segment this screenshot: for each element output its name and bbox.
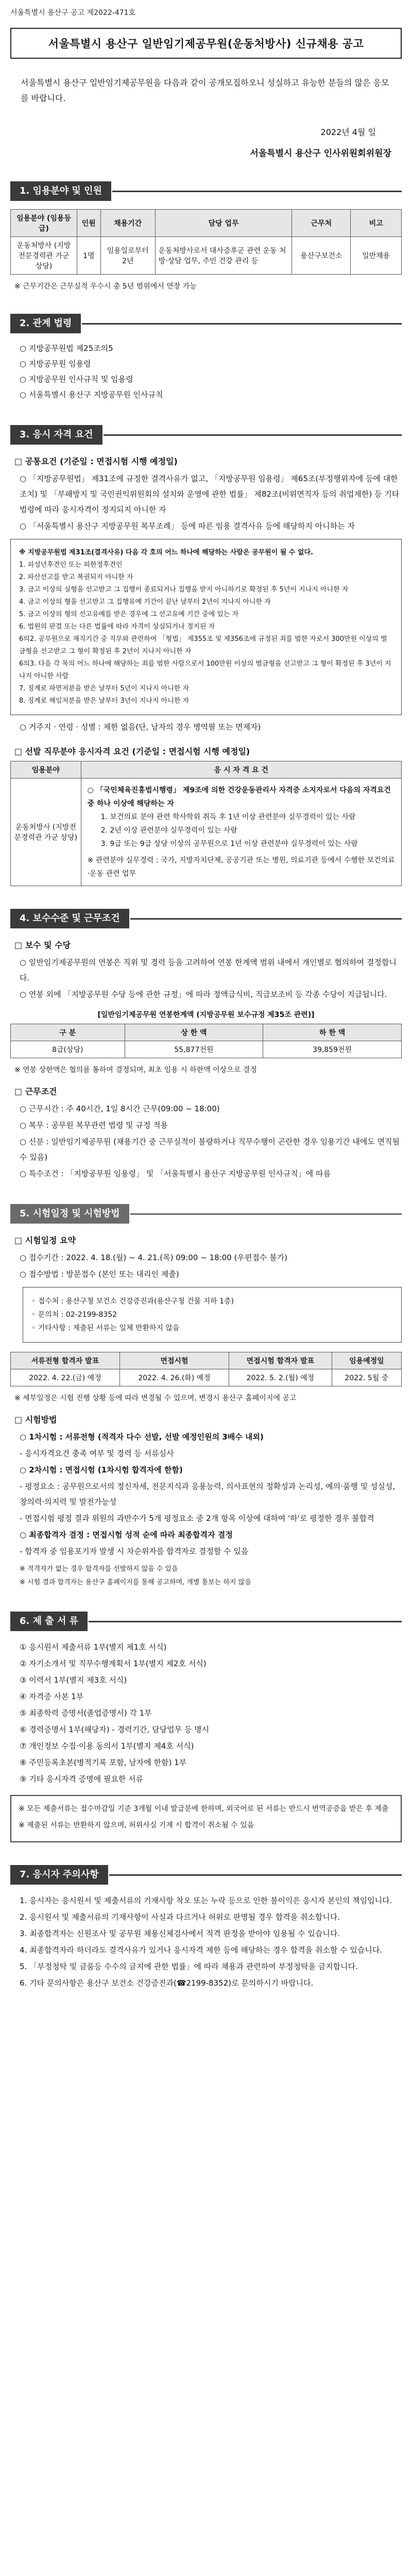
page-end [10, 1992, 402, 2002]
section-title: 1. 임용분야 및 인원 [10, 181, 111, 201]
table-header-row [11, 1352, 402, 1369]
paragraph: ○ 근무시간 : 주 40시간, 1일 8시간 근무(09:00 ~ 18:00) [20, 1104, 220, 1113]
list-item: ○ 지방공무원 임용령 [20, 359, 91, 368]
issuing-organization: 서울특별시 용산구 인사위원회위원장 [250, 148, 391, 159]
list-item: ○ 서울특별시 용산구 지방공무원 인사규칙 [20, 390, 163, 399]
header-cell: 근무처 [292, 210, 351, 237]
section-header-4 [10, 909, 402, 928]
box-line: 7. 징계로 파면처분을 받은 날부터 5년이 지나지 아니한 자 [19, 685, 190, 692]
common-requirements [20, 471, 402, 534]
schedule-table [10, 1352, 402, 1386]
paragraph: ○ 일반임기제공무원의 연봉은 직위 및 경력 등을 고려하여 연봉 한계액 범위 내에서 개인별로 협의하여 결정합니다. [20, 958, 397, 982]
pay-table-caption: [일반임기제공무원 연봉한계액 (지방공무원 보수규정 제35조 관련)] [97, 1011, 315, 1019]
list-item: ⑧ 주민등록초본(병적기록 포함, 남자에 한함) 1부 [20, 1758, 187, 1767]
pay-heading: □ 보수 및 수당 [14, 940, 71, 950]
pay-text [20, 955, 402, 1002]
cautions-list [20, 1893, 402, 1991]
work-conditions [20, 1101, 402, 1181]
box-line: ※ 제출된 서류는 반환하지 않으며, 허위사실 기재 시 합격이 취소될 수 있음 [19, 1821, 254, 1829]
table-cell: 8급(상당) [11, 1041, 125, 1058]
table-row [11, 778, 402, 886]
common-requirements-heading: □ 공통요건 (기준일 : 면접시험 시행 예정일) [14, 456, 178, 466]
section-header-2 [10, 314, 402, 333]
paragraph: ○ 1차시험 : 서류전형 (적격자 다수 선발, 선발 예정인원의 3배수 내외) [20, 1432, 264, 1442]
header-cell: 채용기간 [100, 210, 155, 237]
box-line: 6의2. 공무원으로 재직기간 중 직무와 관련하여 「형법」 제355조 및 제356조에 규정된 죄를 범한 자로서 300만원 이상의 벌금형을 선고받고 그 형이 확정된 후 2년이 지나지 아니한 자 [19, 635, 387, 655]
header-cell: 면접시험 [120, 1352, 229, 1369]
requirement-item: 3. 9급 또는 9급 상당 이상의 공무원으로 1년 이상 관련분야 실무경력이 있는 사람 [100, 840, 358, 848]
section-header-1 [10, 181, 402, 201]
section-rule [130, 918, 402, 920]
paragraph: ○ 2차시험 : 면접시험 (1차시험 합격자에 한함) [20, 1465, 183, 1475]
header-cell: 임용분야 [11, 761, 81, 778]
table-cell: 2022. 5. 2.(월) 예정 [229, 1369, 332, 1386]
method-heading: □ 시험방법 [14, 1415, 57, 1425]
list-item: 4. 최종합격자라 하더라도 결격사유가 있거나 응시자격 제한 등에 해당하는 경우 합격을 취소할 수 있습니다. [20, 1945, 383, 1955]
section-title: 6. 제 출 서 류 [10, 1612, 88, 1631]
header-cell: 서류전형 합격자 발표 [11, 1352, 120, 1369]
paragraph: ○ 연봉 외에 「지방공무원 수당 등에 관한 규정」에 따라 정액급식비, 직급보조비 등 각종 수당이 지급됩니다. [20, 990, 387, 999]
position-requirements-table [10, 761, 402, 886]
disqualification-box [10, 539, 402, 715]
header-cell: 면접시험 합격자 발표 [229, 1352, 332, 1369]
announcement-number: 서울특별시 용산구 공고 제2022-471호 [10, 9, 136, 17]
list-item: ① 응시원서 제출서류 1부(별지 제1호 서식) [20, 1642, 167, 1652]
documents-note-box [10, 1795, 402, 1842]
paragraph: ○ 「지방공무원법」 제31조에 규정한 결격사유가 없고, 「지방공무원 임용령」 제65조(부정행위자에 등에 대한 조치) 및 「부패방지 및 국민권익위원회의 설치와 운영에 관한 법률」 제82조(비위면직자 등의 취업제한) 등 기타 법령에 따라 응시자격이 정지되지 아니한 자 [20, 474, 400, 514]
header-cell: 담당 업무 [155, 210, 292, 237]
requirement-item: ※ 관련분야 실무경력 : 국가, 지방자치단체, 공공기관 또는 병원, 의료기관 등에서 수행한 보건의료·운동 관련 업무 [87, 856, 395, 878]
list-item: 3. 최종합격자는 신원조사 및 공무원 채용신체검사에서 적격 판정을 받아야 임용될 수 있습니다. [20, 1929, 340, 1938]
header-cell: 구 분 [11, 1024, 125, 1041]
title-box [10, 28, 402, 59]
paragraph: ○ 복무 : 공무원 복무관련 법령 및 규정 적용 [20, 1121, 168, 1130]
section-header-7 [10, 1865, 402, 1885]
list-item: ○ 지방공무원법 제25조의5 [20, 344, 113, 353]
paragraph: ○ 최종합격자 결정 : 면접시험 성적 순에 따라 최종합격자 결정 [20, 1530, 233, 1539]
list-item: 5. 「부정청탁 및 금품등 수수의 금지에 관한 법률」에 따라 채용과 관련하여 부정청탁을 금지합니다. [20, 1962, 358, 1971]
pay-table [10, 1024, 402, 1058]
schedule-note: ※ 세부일정은 시험 진행 상황 등에 따라 변경될 수 있으며, 변경시 용산구 홈페이지에 공고 [14, 1394, 297, 1402]
pay-note: ※ 연봉 상한액은 협의를 통하여 결정되며, 최초 임용 시 하한액 이상으로 결정 [14, 1066, 257, 1074]
list-item: ④ 자격증 사본 1부 [20, 1692, 84, 1701]
table-header-row [11, 210, 402, 237]
table-cell [81, 778, 401, 886]
table-cell: 운동처방사 (지방전문경력관 가군 상당) [11, 237, 77, 275]
paragraph: - 평정요소 : 공무원으로서의 정신자세, 전문지식과 응용능력, 의사표현의 정확성과 논리성, 예의·품행 및 성실성, 창의력·의지력 및 발전가능성 [20, 1482, 396, 1506]
header-cell: 인원 [77, 210, 101, 237]
header-cell: 상 한 액 [125, 1024, 263, 1041]
paragraph: ○ 「서울특별시 용산구 지방공무원 복무조례」 등에 따른 임용 결격사유 등에 해당하지 아니하는 자 [20, 521, 355, 531]
paragraph: ○ 거주지 · 연령 · 성별 : 제한 없음(단, 남자의 경우 병역필 또는 면제자) [20, 722, 261, 732]
section-rule [109, 1874, 402, 1876]
table-cell: 2022. 4. 26.(화) 예정 [120, 1369, 229, 1386]
schedule-text [20, 1250, 402, 1282]
table-cell: 용산구보건소 [292, 237, 351, 275]
section-header-6 [10, 1612, 402, 1631]
requirement-item: ○ 「국민체육진흥법시행령」 제9조에 의한 건강운동관리사 자격증 소지자로서 다음의 자격요건 중 하나 이상에 해당하는 자 [87, 786, 391, 808]
list-item: 1. 응시자는 응시원서 및 제출서류의 기재사항 착오 또는 누락 등으로 인한 불이익은 응시자 본인의 책임입니다. [20, 1896, 392, 1905]
section-title: 5. 시험일정 및 시험방법 [10, 1204, 129, 1224]
table-header-row [11, 1024, 402, 1041]
list-item: ⑥ 경력증명서 1부(해당자) - 경력기간, 담당업무 등 명시 [20, 1725, 210, 1734]
paragraph: ○ 신분 : 일반임기제공무원 (채용기간 중 근무실적이 불량하거나 직무수행이 곤란한 경우 임용기간 내에도 면직될 수 있음) [20, 1137, 400, 1162]
paragraph: ○ 접수기간 : 2022. 4. 18.(월) ~ 4. 21.(목) 09:00 ~ 18:00 (우편접수 불가) [20, 1253, 287, 1262]
paragraph: ○ 접수방법 : 방문접수 (본인 또는 대리인 제출) [20, 1269, 179, 1279]
list-item: ② 자기소개서 및 직무수행계획서 1부(별지 제2호 서식) [20, 1659, 207, 1668]
box-line: 3. 금고 이상의 실형을 선고받고 그 집행이 종료되거나 집행을 받지 아니하기로 확정된 후 5년이 지나지 아니한 자 [19, 586, 349, 594]
page-title: 서울특별시 용산구 일반임기제공무원(운동처방사) 신규채용 공고 [48, 38, 364, 50]
table-cell: 임용일로부터 2년 [100, 237, 155, 275]
work-conditions-heading: □ 근무조건 [14, 1087, 57, 1096]
list-item: ⑦ 개인정보 수집·이용 동의서 1부(별지 제4호 서식) [20, 1741, 194, 1751]
section-header-5 [10, 1204, 402, 1224]
section-header-3 [10, 425, 402, 445]
table-cell: 일반채용 [351, 237, 402, 275]
positions-note: ※ 근무기간은 근무실적 우수시 총 5년 범위에서 연장 가능 [14, 282, 197, 291]
list-item: ③ 이력서 1부(별지 제3호 서식) [20, 1675, 127, 1685]
position-requirements-heading: □ 선발 직무분야 응시자격 요건 (기준일 : 면접시험 시행 예정일) [14, 747, 250, 756]
table-cell: 2022. 4. 22.(금) 예정 [11, 1369, 120, 1386]
section-rule [112, 191, 402, 192]
section-rule [104, 434, 402, 436]
section-rule [82, 323, 402, 325]
box-line: 2. 파산선고를 받고 복권되지 아니한 자 [19, 573, 133, 581]
box-line: ◦ 문의처 : 02-2199-8352 [31, 1311, 117, 1319]
section-rule [89, 1621, 402, 1622]
header-cell: 응 시 자 격 요 건 [81, 761, 401, 778]
box-line: 6. 법원의 판결 또는 다른 법률에 따라 자격이 상실되거나 정지된 자 [19, 623, 215, 631]
box-line: 8. 징계로 해임처분을 받은 날부터 3년이 지나지 아니한 자 [19, 697, 190, 705]
laws-list [20, 341, 402, 402]
section-title: 3. 응시 자격 요건 [10, 425, 102, 445]
announcement-date: 2022년 4월 일 [320, 127, 376, 137]
table-row [11, 1041, 402, 1058]
table-cell: 운동처방사로서 대사증후군 관련 운동 처방·상담 업무, 주민 건강 관리 등 [155, 237, 292, 275]
list-item: ⑨ 기타 응시자격 증명에 필요한 서류 [20, 1774, 144, 1784]
paragraph: ○ 특수조건 : 「지방공무원 임용령」 및 「서울특별시 용산구 지방공무원 인사규칙」에 따름 [20, 1169, 331, 1178]
table-cell: 39,859천원 [263, 1041, 402, 1058]
box-line: ※ 모든 제출서류는 접수마감일 기준 3개월 이내 발급분에 한하며, 외국어로 된 서류는 반드시 번역공증을 받은 후 제출 [19, 1805, 389, 1813]
paragraph: - 면접시험 평정 결과 위원의 과반수가 5개 평정요소 중 2개 항목 이상에 대하여 '하'로 평정한 경우 불합격 [20, 1514, 374, 1523]
table-row [11, 237, 402, 275]
table-header-row [11, 761, 402, 778]
table-row [11, 1369, 402, 1386]
intro-text: 서울특별시 용산구 일반임기제공무원을 다음과 같이 공개모집하오니 성실하고 유능한 분들의 많은 응모를 바랍니다. [21, 78, 389, 103]
table-cell: 55,877천원 [125, 1041, 263, 1058]
header-cell: 비고 [351, 210, 402, 237]
box-line: ◦ 기타사항 : 제출된 서류는 일체 반환하지 않음 [31, 1324, 180, 1332]
table-cell: 1명 [77, 237, 101, 275]
method-text [20, 1429, 402, 1559]
schedule-box [23, 1287, 402, 1343]
header-cell: 하 한 액 [263, 1024, 402, 1041]
list-item: 2. 응시원서 및 제출서류의 기재사항이 사실과 다르거나 허위로 판명될 경우 합격을 취소합니다. [20, 1912, 340, 1922]
box-line: ※ 지방공무원법 제31조(결격사유) 다음 각 호의 어느 하나에 해당하는 사람은 공무원이 될 수 없다. [19, 549, 314, 556]
paragraph: ※ 시험 결과 합격자는 용산구 홈페이지를 통해 공고하며, 개별 통보는 하지 않음 [20, 1579, 251, 1586]
schedule-heading: □ 시험일정 요약 [14, 1235, 76, 1245]
section-title: 4. 보수수준 및 근무조건 [10, 909, 129, 928]
section-title: 2. 관계 법령 [10, 314, 81, 333]
paragraph: - 합격자 중 임용포기자 발생 시 차순위자를 합격자로 결정할 수 있음 [20, 1547, 249, 1556]
documents-list [20, 1639, 402, 1787]
residence-requirement [20, 719, 402, 735]
method-notes [20, 1563, 402, 1589]
paragraph: ※ 적격자가 없는 경우 합격자를 선발하지 않을 수 있음 [20, 1565, 178, 1573]
requirement-item: 1. 보건의료 분야 관련 학사학위 취득 후 1년 이상 관련분야 실무경력이 있는 사람 [100, 813, 356, 821]
box-line: 1. 피성년후견인 또는 피한정후견인 [19, 561, 123, 569]
box-line: 5. 금고 이상의 형의 선고유예를 받은 경우에 그 선고유예 기간 중에 있는 자 [19, 611, 239, 618]
positions-table [10, 209, 402, 275]
list-item: ○ 지방공무원 인사규칙 및 임용령 [20, 375, 133, 384]
section-rule [130, 1213, 402, 1215]
section-title: 7. 응시자 주의사항 [10, 1865, 108, 1885]
requirement-item: 2. 2년 이상 관련분야 실무경력이 있는 사람 [100, 826, 237, 835]
table-cell: 2022. 5월 중 [332, 1369, 401, 1386]
paragraph: - 응시자격요건 충족 여부 및 경력 등 서류심사 [20, 1449, 174, 1458]
box-line: 6의3. 다음 각 목의 어느 하나에 해당하는 죄를 범한 사람으로서 100만원 이상의 벌금형을 선고받고 그 형이 확정된 후 3년이 지나지 아니한 사람 [19, 660, 391, 680]
list-item: ⑤ 최종학력 증명서(졸업증명서) 각 1부 [20, 1708, 152, 1718]
box-line: 4. 금고 이상의 형을 선고받고 그 집행유예 기간이 끝난 날부터 2년이 지나지 아니한 자 [19, 598, 271, 606]
header-cell: 임용분야 (임용등급) [11, 210, 77, 237]
box-line: ◦ 접수처 : 용산구청 보건소 건강증진과(용산구청 건물 지하 1층) [31, 1297, 234, 1306]
list-item: 6. 기타 문의사항은 용산구 보건소 건강증진과(☎2199-8352)로 문의하시기 바랍니다. [20, 1978, 314, 1988]
table-cell: 운동처방사 (지방전문경력관 가군 상당) [11, 778, 81, 886]
header-cell: 임용예정일 [332, 1352, 401, 1369]
